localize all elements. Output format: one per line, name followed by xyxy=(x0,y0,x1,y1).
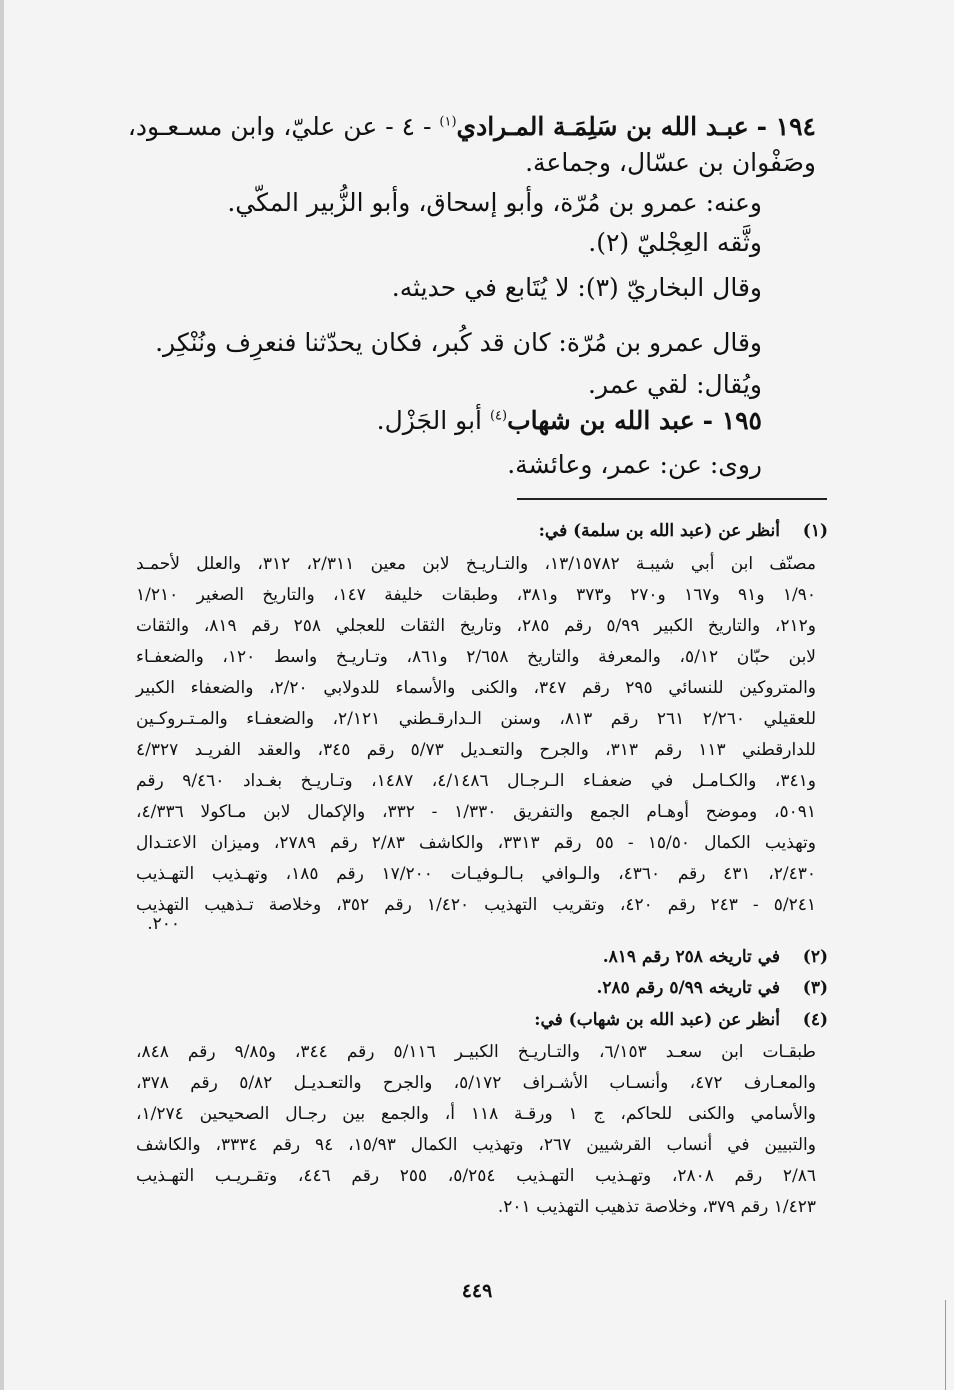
footnote-line: و٢١٢، والتاريخ الكبير ٥/٩٩ رقم ٢٨٥، وتاريخ الثقات للعجلي ٢٥٨ رقم ٨١٩، والثقات xyxy=(136,616,817,636)
entry-194-line-1 xyxy=(128,112,816,141)
footnote-line: والتبيين في أنساب القرشيين ٢٦٧، وتهذيب الكمال ١٥/٩٣، ٩٤ رقم ٣٣٣٤، والكاشف xyxy=(136,1135,816,1155)
text-line: وثَّقه العِجْليّ (٢). xyxy=(588,228,762,257)
footnote-ref: (١) xyxy=(439,114,457,130)
text-line: وقال البخاريّ (٣): لا يُتَابع في حديثه. xyxy=(391,273,762,302)
footnote-text: في تاريخه ٢٥٨ رقم ٨١٩. xyxy=(602,947,780,967)
footnote-ref: (٤) xyxy=(489,408,508,424)
footnote-line: وتهذيب الكمال ١٥/٥٠ - ٥٥ رقم ٣٣١٣، والكاشف ٢/٨٣ رقم ٢٧٨٩، وميزان الاعتـدال xyxy=(136,833,816,853)
entry-195-line-2: روى: عن: عمر، وعائشة. xyxy=(507,450,762,479)
entry-text: - ٤ - عن عليّ، وابن مسـعـود، xyxy=(127,112,440,141)
footnote-heading: أنظر عن (عبد الله بن شهاب) في: xyxy=(534,1010,780,1030)
entry-text: أبو الجَزْل. xyxy=(376,406,482,435)
entry-194-line-2: وصَفْوان بن عسّال، وجماعة. xyxy=(525,148,816,177)
footnote-line: ١/٤٢٣ رقم ٣٧٩، وخلاصة تذهيب التهذيب ٢٠١. xyxy=(497,1197,816,1217)
footnote-number: (٢) xyxy=(802,947,828,967)
entry-number: ١٩٥ - xyxy=(702,406,762,435)
footnote-line: مصنّف ابن أبي شيبـة ١٣/١٥٧٨٢، والتـاريـخ لابن معين ٢/٣١١، ٣١٢، والعلل لأحمـد xyxy=(136,554,817,574)
text-line: وعنه: عمرو بن مُرّة، وأبو إسحاق، وأبو الزُّبير المكّي. xyxy=(227,188,762,217)
page-number: ٤٤٩ xyxy=(461,1280,493,1302)
footnote-line: ٥/٢٤١ - ٢٤٣ رقم ٤٢٠، وتقريب التهذيب ١/٤٢٠ رقم ٣٥٢، وخلاصة تـذهيب التهذيب xyxy=(136,895,816,915)
footnote-line: طبقـات ابن سعـد ٦/١٥٣، والتـاريـخ الكبيـر ٥/١١٦ رقم ٣٤٤، و٩/٨٥ رقم ٨٤٨، xyxy=(136,1042,816,1062)
entry-name: عبد الله بن شهاب xyxy=(507,406,695,435)
footnote-line: للعقيلي ٢/٢٦٠ ٢٦١ رقم ٨١٣، وسنن الـدارقـطني ٢/١٢١، والضعفـاء والمـتـروكـين xyxy=(136,709,816,729)
footnote-line: ٢/٨٦ رقم ٢٨٠٨، وتهـذيب التهـذيب ٥/٢٥٤، ٢٥٥ رقم ٤٤٦، وتقـريـب التهـذيب xyxy=(136,1166,817,1186)
footnote-text: في تاريخه ٥/٩٩ رقم ٢٨٥. xyxy=(596,978,780,998)
entry-name: عبـد الله بن سَلِمَـة المـرادي xyxy=(456,112,749,141)
text-line: ويُقال: لقي عمر. xyxy=(588,370,762,399)
footnote-line: و٣٤١، والكـامـل في ضعفـاء الـرجـال ٤/١٤٨٦، ١٤٨٧، وتـاريـخ بغـداد ٩/٤٦٠ رقم xyxy=(136,771,816,791)
footnote-heading: أنظر عن (عبد الله بن سلمة) في: xyxy=(538,521,780,541)
footnote-line: والمتروكين للنسائي ٢٩٥ رقم ٣٤٧، والكنى والأسماء للدولابي ٢/٢٠، والضعفاء الكبير xyxy=(136,678,816,698)
footnote-line: ٢/٤٣٠، ٤٣١ رقم ٤٣٦٠، والـوافي بـالـوفيـات ١٧/٢٠٠ رقم ١٨٥، وتهـذيب التهـذيب xyxy=(136,864,816,884)
footnote-line: ٢٠٠. xyxy=(147,914,180,934)
entry-number: ١٩٤ - xyxy=(756,112,816,141)
footnote-line: للدارقطني ١١٣ رقم ٣١٣، والجرح والتعـديل ٥/٧٣ رقم ٣٤٥، والعقد الفريـد ٤/٣٢٧ xyxy=(136,740,816,760)
footnote-separator xyxy=(517,498,827,500)
scan-edge-shadow xyxy=(0,0,4,1390)
entry-195-line-1 xyxy=(377,406,762,435)
footnote-line: لابن حبّان ٥/١٢، والمعرفة والتاريخ ٢/٦٥٨ و٨٦١، وتـاريـخ واسط ١٢٠، والضعفـاء xyxy=(136,647,817,667)
footnote-number: (١) xyxy=(802,521,828,541)
footnote-line: والمعـارف ٤٧٢، وأنسـاب الأشـراف ٥/١٧٢، والجرح والتعـديـل ٥/٨٢ رقم ٣٧٨، xyxy=(136,1073,817,1093)
footnote-line: ١/٩٠ و٩١ و١٦٧ و٢٧٠ و٣٧٣ و٣٨١، وطبقات خليفة ١٤٧، والتاريخ الصغير ١/٢١٠ xyxy=(136,585,817,605)
footnote-line: ٥٠٩١، وموضح أوهـام الجمع والتفريق ١/٣٣٠ - ٣٣٢، والإكمال لابن مـاكولا ٤/٣٣٦، xyxy=(136,802,817,822)
scan-edge-mark xyxy=(945,1300,946,1390)
footnote-number: (٤) xyxy=(802,1010,828,1030)
text-line: وقال عمرو بن مُرّة: كان قد كُبر، فكان يحدّثنا فنعرِف ونُنْكِر. xyxy=(155,328,762,357)
footnote-line: والأسامي والكنى للحاكم، ج ١ ورقـة ١١٨ أ، والجمع بين رجـال الصحيحين ١/٢٧٤، xyxy=(136,1104,817,1124)
footnote-number: (٣) xyxy=(802,978,828,998)
